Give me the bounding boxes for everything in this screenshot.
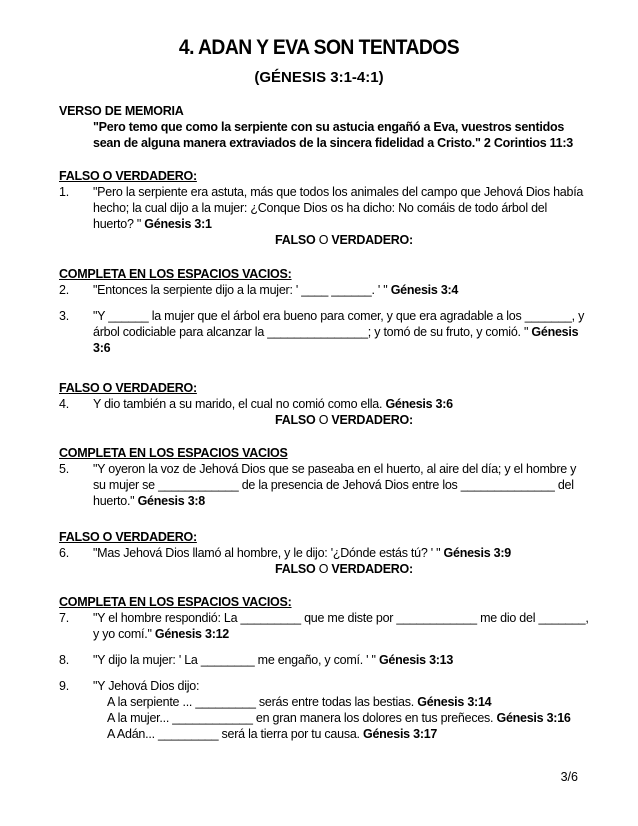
answer-false: FALSO xyxy=(275,562,316,576)
scripture-ref: Génesis 3:12 xyxy=(154,627,230,641)
question-text: "Y el hombre respondió: La _________ que me diste por ____________ me dio del _______, y yo comí." xyxy=(93,611,589,641)
memory-verse-text: "Pero temo que como la serpiente con su astucia engañó a Eva, vuestros sentidos sean de alguna manera extraviados de la sincera fidelidad a Cristo." 2 Corintios 11:3 xyxy=(93,120,574,150)
question-subline: A Adán... _________ será la tierra por tu causa. xyxy=(107,727,363,741)
page-number: 3/6 xyxy=(560,770,578,784)
answer-false: FALSO xyxy=(275,413,316,427)
answer-false: FALSO xyxy=(275,233,316,247)
question-text: "Pero la serpiente era astuta, más que todos los animales del campo que Jehová Dios había hecho; la cual dijo a la mujer: ¿Conque Dios os ha dicho: No comáis de todo árbol del huerto? " xyxy=(93,185,584,231)
question-4 xyxy=(59,396,589,412)
question-8 xyxy=(59,652,589,668)
scripture-ref: Génesis 3:1 xyxy=(144,217,212,231)
answer-or: O xyxy=(318,233,329,247)
question-text: "Y ______ la mujer que el árbol era bueno para comer, y que era agradable a los _______, y árbol codiciable para alcanzar la _______________; y tomó de su fruto, y comió. " xyxy=(93,309,585,339)
question-number: 9. xyxy=(59,679,69,693)
scripture-ref: Génesis 3:16 xyxy=(496,711,571,725)
question-number: 1. xyxy=(59,185,69,199)
scripture-ref: Génesis 3:14 xyxy=(417,695,492,709)
section-header-true-false: FALSO O VERDADERO: xyxy=(59,381,197,395)
fill-in-section-1 xyxy=(59,266,589,356)
scripture-ref: Génesis 3:6 xyxy=(385,397,453,411)
memory-verse-section xyxy=(59,103,589,151)
question-text: "Y oyeron la voz de Jehová Dios que se paseaba en el huerto, al aire del día; y el hombre y su mujer se ____________ de la presencia de Jehová Dios entre los ______________ del huerto." xyxy=(93,462,577,508)
question-number: 8. xyxy=(59,653,69,667)
question-number: 2. xyxy=(59,283,69,297)
question-number: 4. xyxy=(59,397,69,411)
answer-true: VERDADERO: xyxy=(331,413,413,427)
question-text: "Mas Jehová Dios llamó al hombre, y le dijo: '¿Dónde estás tú? ' " xyxy=(93,546,444,560)
question-6-section xyxy=(59,529,589,577)
section-header-true-false: FALSO O VERDADERO: xyxy=(59,530,197,544)
question-subline: A la serpiente ... _________ serás entre todas las bestias. xyxy=(107,695,418,709)
question-text: Y dio también a su marido, el cual no comió como ella. xyxy=(93,397,386,411)
true-false-answer xyxy=(59,561,589,577)
section-header-fill-in: COMPLETA EN LOS ESPACIOS VACIOS xyxy=(59,446,288,460)
question-1 xyxy=(59,184,589,232)
section-header-fill-in: COMPLETA EN LOS ESPACIOS VACIOS: xyxy=(59,595,292,609)
question-7 xyxy=(59,610,589,642)
answer-or: O xyxy=(318,562,329,576)
scripture-ref: Génesis 3:13 xyxy=(378,653,454,667)
scripture-ref: Génesis 3:9 xyxy=(443,546,511,560)
scripture-ref: Génesis 3:4 xyxy=(390,283,459,297)
question-5 xyxy=(59,461,589,509)
question-subline: A la mujer... ____________ en gran manera los dolores en tus preñeces. xyxy=(107,711,497,725)
question-number: 7. xyxy=(59,611,69,625)
question-number: 3. xyxy=(59,309,69,323)
question-6 xyxy=(59,545,589,561)
true-false-answer xyxy=(59,232,589,248)
question-text: "Y Jehová Dios dijo: xyxy=(93,679,200,693)
question-number: 5. xyxy=(59,462,69,476)
answer-or: O xyxy=(318,413,329,427)
scripture-ref: Génesis 3:17 xyxy=(363,727,438,741)
memory-verse-header: VERSO DE MEMORIA xyxy=(59,104,184,118)
question-4-section xyxy=(59,380,589,428)
answer-true: VERDADERO: xyxy=(331,562,413,576)
question-text: "Entonces la serpiente dijo a la mujer: ' ____ ______. ' " xyxy=(93,283,391,297)
fill-in-section-3 xyxy=(59,594,589,742)
page-subtitle: (GÉNESIS 3:1-4:1) xyxy=(254,69,384,86)
question-2 xyxy=(59,282,589,298)
true-false-answer xyxy=(59,412,589,428)
question-9 xyxy=(59,678,589,742)
section-header-fill-in: COMPLETA EN LOS ESPACIOS VACIOS: xyxy=(59,267,292,281)
question-1-section xyxy=(59,168,589,248)
scripture-ref: Génesis 3:8 xyxy=(137,494,206,508)
question-3 xyxy=(59,308,589,356)
section-header-true-false: FALSO O VERDADERO: xyxy=(59,169,197,183)
page-title: 4. ADAN Y EVA SON TENTADOS xyxy=(178,36,460,59)
question-text: "Y dijo la mujer: ' La ________ me engaño, y comí. ' " xyxy=(93,653,379,667)
question-number: 6. xyxy=(59,546,69,560)
fill-in-section-2 xyxy=(59,445,589,509)
answer-true: VERDADERO: xyxy=(331,233,413,247)
scripture-ref: Génesis 3:6 xyxy=(93,325,579,355)
